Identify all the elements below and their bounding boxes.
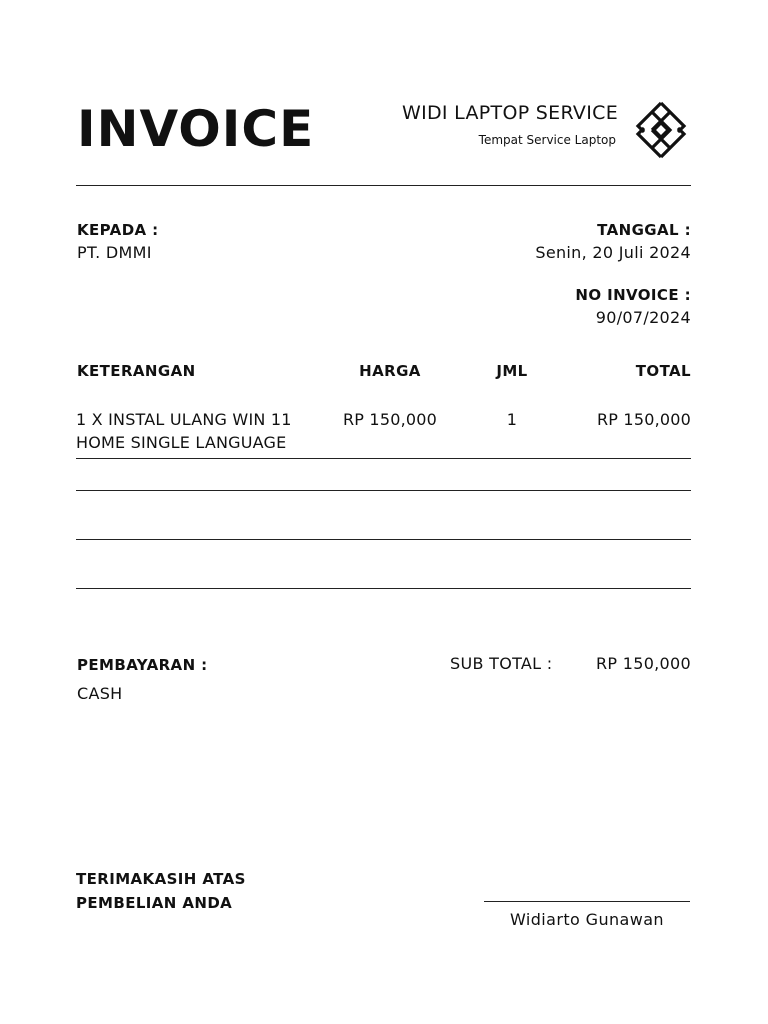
invoice-number-label: NO INVOICE : [575, 286, 691, 304]
table-row-divider [76, 588, 691, 589]
table-row-total: RP 150,000 [596, 410, 691, 429]
column-header-qty: JML [496, 362, 528, 380]
signer-name: Widiarto Gunawan [510, 910, 664, 929]
column-header-price: HARGA [359, 362, 421, 380]
subtotal-label: SUB TOTAL : [450, 654, 553, 673]
payment-value: CASH [77, 684, 123, 703]
signature-line [484, 901, 690, 902]
date-value: Senin, 20 Juli 2024 [535, 243, 691, 262]
date-label: TANGGAL : [597, 221, 691, 239]
header-divider [76, 185, 691, 186]
table-row-divider [76, 539, 691, 540]
table-row-description: 1 X INSTAL ULANG WIN 11 HOME SINGLE LANGUAGE [76, 410, 292, 452]
column-header-description: KETERANGAN [77, 362, 196, 380]
invoice-number-value: 90/07/2024 [595, 308, 691, 327]
thank-you-note: TERIMAKASIH ATAS PEMBELIAN ANDA [76, 870, 246, 912]
subtotal-value: RP 150,000 [595, 654, 691, 673]
company-name: WIDI LAPTOP SERVICE [402, 102, 618, 124]
company-tagline: Tempat Service Laptop [478, 133, 616, 147]
table-row-qty: 1 [506, 410, 518, 429]
table-row-divider [76, 458, 691, 459]
bill-to-value: PT. DMMI [77, 243, 152, 262]
payment-label: PEMBAYARAN : [77, 656, 208, 674]
invoice-title: INVOICE [77, 100, 315, 158]
table-row-divider [76, 490, 691, 491]
table-row-price: RP 150,000 [342, 410, 437, 429]
column-header-total: TOTAL [635, 362, 691, 380]
diamond-knot-logo-icon [630, 100, 692, 160]
bill-to-label: KEPADA : [77, 221, 159, 239]
